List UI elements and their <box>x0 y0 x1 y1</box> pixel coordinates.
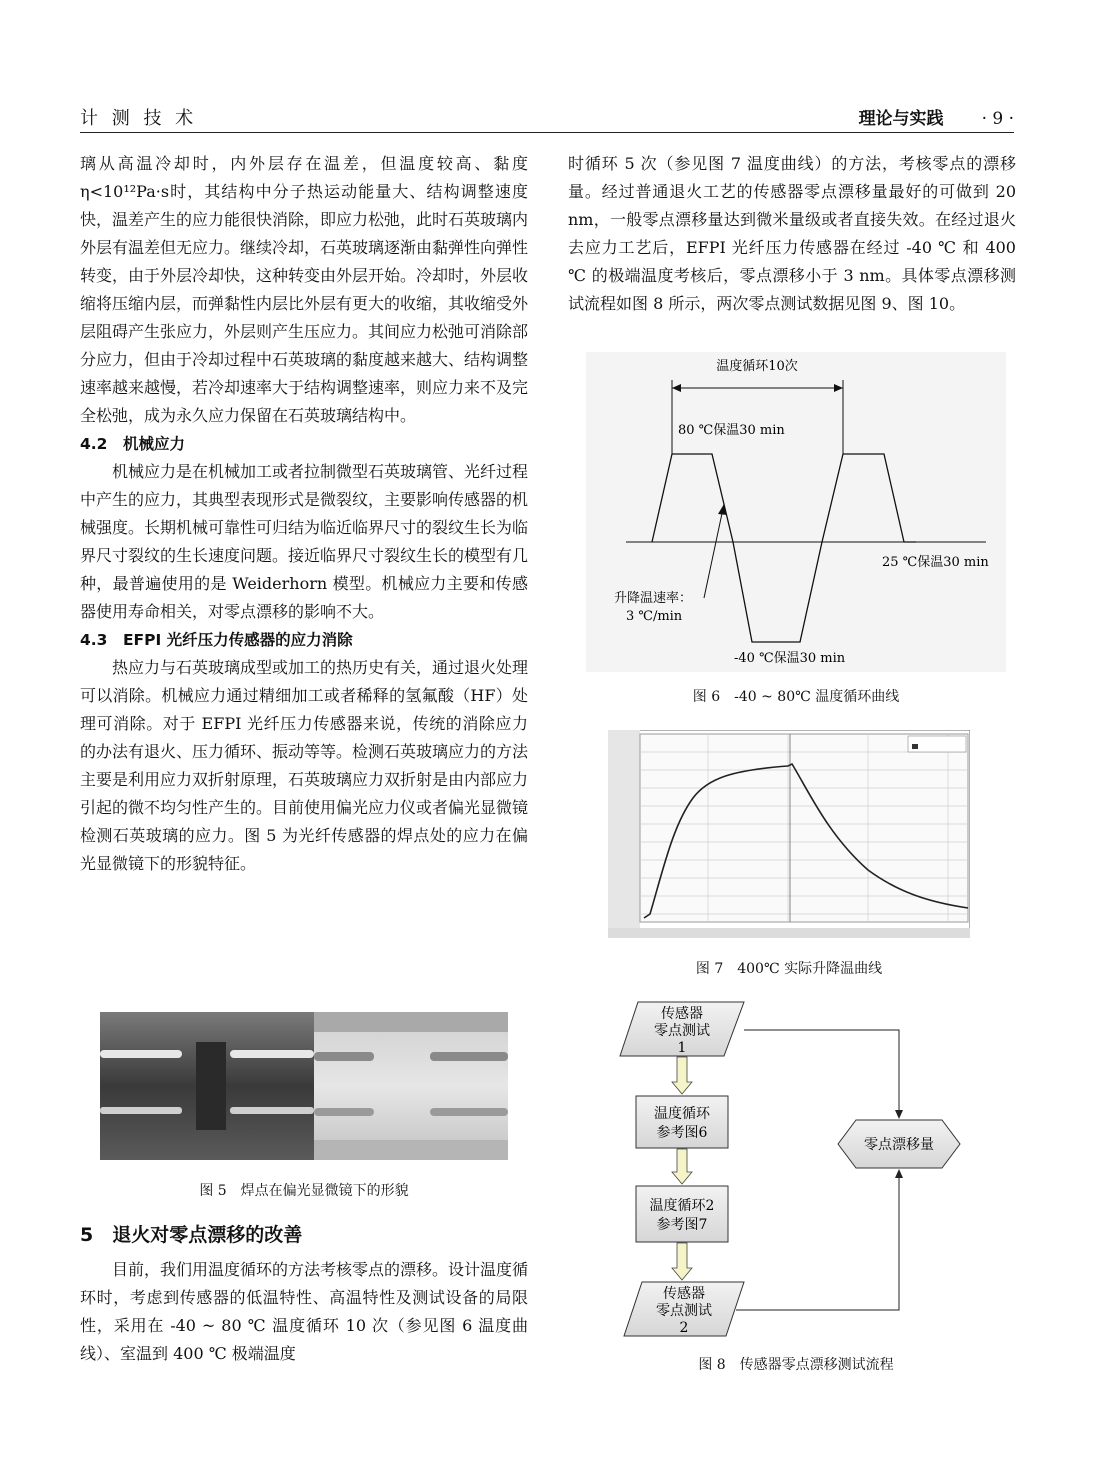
figure-6-caption: 图 6 -40 ~ 80℃ 温度循环曲线 <box>692 689 900 705</box>
high-temp-label: 80 ℃保温30 min <box>678 423 785 438</box>
flow-label: 参考图6 <box>656 1125 708 1141</box>
paragraph: 热应力与石英玻璃成型或加工的热历史有关，通过退火处理可以消除。机械应力通过精细加工或者稀释的氢氟酸（HF）处理可消除。对于 EFPI 光纤压力传感器来说，传统的消除应力的办法有退火、压力循环、振动等等。检测石英玻璃应力的方法主要是利用应力双折射原理，石英玻璃应力双折射是由内部应力引起的微不均匀性产生的。目前使用偏光应力仪或者偏光显微镜检测石英玻璃的应力。图 5 为光纤传感器的焊点处的应力在偏光显微镜下的形貌特征。 <box>80 658 529 873</box>
temperature-cycle-fig7-box <box>636 1186 728 1242</box>
figure-5-micrograph <box>100 1012 508 1160</box>
running-header <box>80 100 1014 133</box>
low-temp-label: -40 ℃保温30 min <box>734 651 846 666</box>
page-number: · 9 · <box>981 109 1014 129</box>
journal-name: 计 测 技 术 <box>80 108 198 129</box>
flow-label: 传感器 <box>661 1006 703 1022</box>
paragraph: 机械应力是在机械加工或者拉制微型石英玻璃管、光纤过程中产生的应力，其典型表现形式是微裂纹，主要影响传感器的机械强度。长期机械可靠性可归结为临近临界尺寸的裂纹生长为临界尺寸裂纹的生长速度问题。接近临界尺寸裂纹生长的模型有几种，最普遍使用的是 Weiderhorn 模型。机械应力主要和传感器使用寿命相关，对零点漂移的影响不大。 <box>80 462 529 621</box>
flow-label: 温度循环 <box>654 1106 710 1122</box>
section-heading-4-3: 4.3 EFPI 光纤压力传感器的应力消除 <box>80 631 353 649</box>
right-column <box>568 150 1016 318</box>
connector-line <box>736 1176 899 1310</box>
paragraph: 璃从高温冷却时，内外层存在温差，但温度较高、黏度η<10¹²Pa·s时，其结构中分子热运动能量大、结构调整速度快，温差产生的应力能很快消除，即应力松弛，此时石英玻璃内外层有温差但无应力。继续冷却，石英玻璃逐渐由黏弹性向弹性转变，由于外层冷却快，这种转变由外层开始。冷却时，外层收缩将压缩内层，而弹黏性内层比外层有更大的收缩，其收缩受外层阻碍产生张应力，外层则产生压应力。其间应力松弛可消除部分应力，但由于冷却过程中石英玻璃的黏度越来越大、结构调整速率越来越慢，若冷却速率大于结构调整速率，则应力来不及完全松弛，成为永久应力保留在石英玻璃结构中。 <box>80 154 529 425</box>
section-heading-5: 5 退火对零点漂移的改善 <box>80 1224 303 1246</box>
section-and-page <box>859 104 1014 129</box>
figure-7-chart <box>608 730 970 938</box>
section-title: 理论与实践 <box>858 109 944 129</box>
flow-arrow <box>672 1243 692 1280</box>
flow-label: 零点测试 <box>654 1023 710 1039</box>
left-column <box>80 150 528 878</box>
flow-label: 2 <box>679 1320 689 1336</box>
rate-label: 升降温速率： <box>614 591 693 606</box>
flow-label: 零点漂移量 <box>864 1137 934 1153</box>
flow-label: 参考图7 <box>656 1217 708 1233</box>
paragraph: 目前，我们用温度循环的方法考核零点的漂移。设计温度循环时，考虑到传感器的低温特性、高温特性及测试设备的局限性，采用在 -40 ~ 80 ℃ 温度循环 10 次（参见图 6 温度曲线）、室温到 400 ℃ 极端温度 <box>80 1260 529 1363</box>
figure-8-caption: 图 8 传感器零点漂移测试流程 <box>698 1357 894 1373</box>
figure-6-diagram <box>586 352 1006 672</box>
flow-arrow <box>672 1149 692 1184</box>
flow-label: 1 <box>677 1040 687 1056</box>
left-column-bottom <box>80 1210 528 1368</box>
room-temp-label: 25 ℃保温30 min <box>882 555 989 570</box>
figure-8-flowchart <box>616 1000 976 1340</box>
cycle-label: 温度循环10次 <box>716 359 798 374</box>
flow-label: 传感器 <box>663 1286 705 1302</box>
connector-line <box>744 1030 899 1112</box>
flow-label: 零点测试 <box>656 1303 712 1319</box>
section-heading-4-2: 4.2 机械应力 <box>80 435 185 453</box>
figure-5-caption: 图 5 焊点在偏光显微镜下的形貌 <box>199 1183 409 1199</box>
paragraph: 时循环 5 次（参见图 7 温度曲线）的方法，考核零点的漂移量。经过普通退火工艺的传感器零点漂移量最好的可做到 20 nm，一般零点漂移量达到微米量级或者直接失效。在经过退火去应力工艺后，EFPI 光纤压力传感器在经过 -40 ℃ 和 400 ℃ 的极端温度考核后，零点漂移小于 3 nm。具体零点漂移测试流程如图 8 所示，两次零点测试数据见图 9、图 10。 <box>568 154 1016 313</box>
figure-7-caption: 图 7 400℃ 实际升降温曲线 <box>695 961 883 977</box>
rate-value: 3 ℃/min <box>626 609 683 624</box>
flow-arrow <box>672 1057 692 1094</box>
flow-label: 温度循环2 <box>649 1198 715 1214</box>
